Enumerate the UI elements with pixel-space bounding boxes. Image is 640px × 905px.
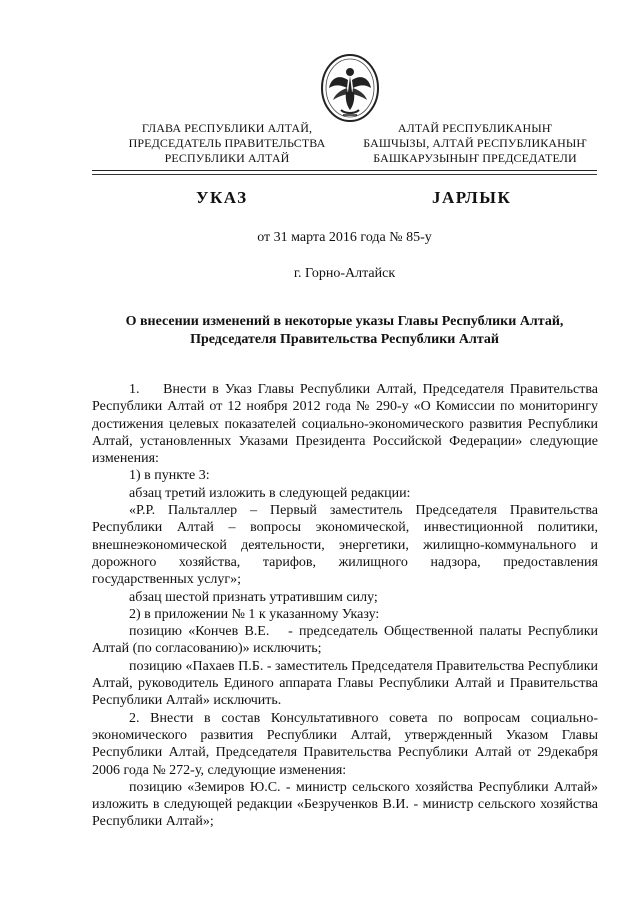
header-right-line: АЛТАЙ РЕСПУБЛИКАНЫҤ bbox=[397, 121, 553, 135]
body-paragraph: 1. Внести в Указ Главы Республики Алтай, Председателя Правительства Республики Алтай от 12 ноября 2012 года № 290-у «О Комиссии по мониторингу достижения целевых показателей социально-экономического развития Республики Алтай, установленных Указами Президента Российской Федерации» следующие изменения: bbox=[92, 382, 602, 467]
header-left-line: ПРЕДСЕДАТЕЛЬ ПРАВИТЕЛЬСТВА bbox=[128, 136, 326, 150]
body-paragraph: позицию «Пахаев П.Б. - заместитель Председателя Правительства Республики Алтай, руководитель Единого аппарата Главы Республики Алтай и Правительства Республики Алтай» исключить. bbox=[92, 658, 598, 709]
city-line: г. Горно-Алтайск bbox=[293, 266, 396, 281]
title-line: Председателя Правительства Республики Алтай bbox=[190, 332, 499, 347]
header-divider-thick bbox=[92, 170, 597, 171]
body-paragraph: абзац третий изложить в следующей редакции: bbox=[129, 485, 411, 501]
document-body bbox=[92, 381, 602, 831]
document-title bbox=[92, 313, 597, 349]
doc-type-altai: JАРЛЫК bbox=[432, 188, 512, 207]
date-line: от 31 марта 2016 года № 85-у bbox=[257, 230, 432, 245]
header-right-line: БАШКАРУЗЫНЫҤ ПРЕДСЕДАТЕЛИ bbox=[373, 151, 577, 165]
body-paragraph: позицию «Кончев В.Е. - председатель Общественной палаты Республики Алтай (по согласованию)» исключить; bbox=[92, 624, 602, 657]
header-divider-thin bbox=[92, 174, 597, 175]
header-left-line: РЕСПУБЛИКИ АЛТАЙ bbox=[164, 151, 290, 165]
title-line: О внесении изменений в некоторые указы Главы Республики Алтай, bbox=[125, 314, 564, 329]
body-paragraph: «Р.Р. Пальталлер – Первый заместитель Председателя Правительства Республики Алтай – вопросы экономической, инвестиционной политики, внешнеэкономической деятельности, энергетики, жилищно-коммунального и дорожного хозяйства, тарифов, жилищного надзора, предоставления государственных услуг»; bbox=[92, 503, 598, 588]
body-paragraph: позицию «Земиров Ю.С. - министр сельского хозяйства Республики Алтай» изложить в следующей редакции «Безрученков В.И. - министр сельского хозяйства Республики Алтай»; bbox=[92, 779, 598, 830]
header-left-block bbox=[112, 121, 342, 166]
body-paragraph: 1) в пункте 3: bbox=[129, 468, 210, 484]
body-paragraph: абзац шестой признать утратившим силу; bbox=[129, 589, 378, 605]
header-right-block bbox=[360, 121, 590, 166]
body-paragraph: 2. Внести в состав Консультативного совета по вопросам социально-экономического развития Республики Алтай, утвержденный Указом Главы Республики Алтай, Председателя Правительства Республики Алтай от 29декабря 2006 года № 272-у, следующие изменения: bbox=[92, 710, 598, 778]
doc-type-russian: УКАЗ bbox=[196, 188, 248, 207]
header-left-line: ГЛАВА РЕСПУБЛИКИ АЛТАЙ, bbox=[141, 121, 313, 135]
body-paragraph: 2) в приложении № 1 к указанному Указу: bbox=[129, 606, 380, 622]
header-right-line: БАШЧЫЗЫ, АЛТАЙ РЕСПУБЛИКАНЫҤ bbox=[363, 136, 587, 150]
coat-of-arms-emblem bbox=[319, 52, 381, 124]
